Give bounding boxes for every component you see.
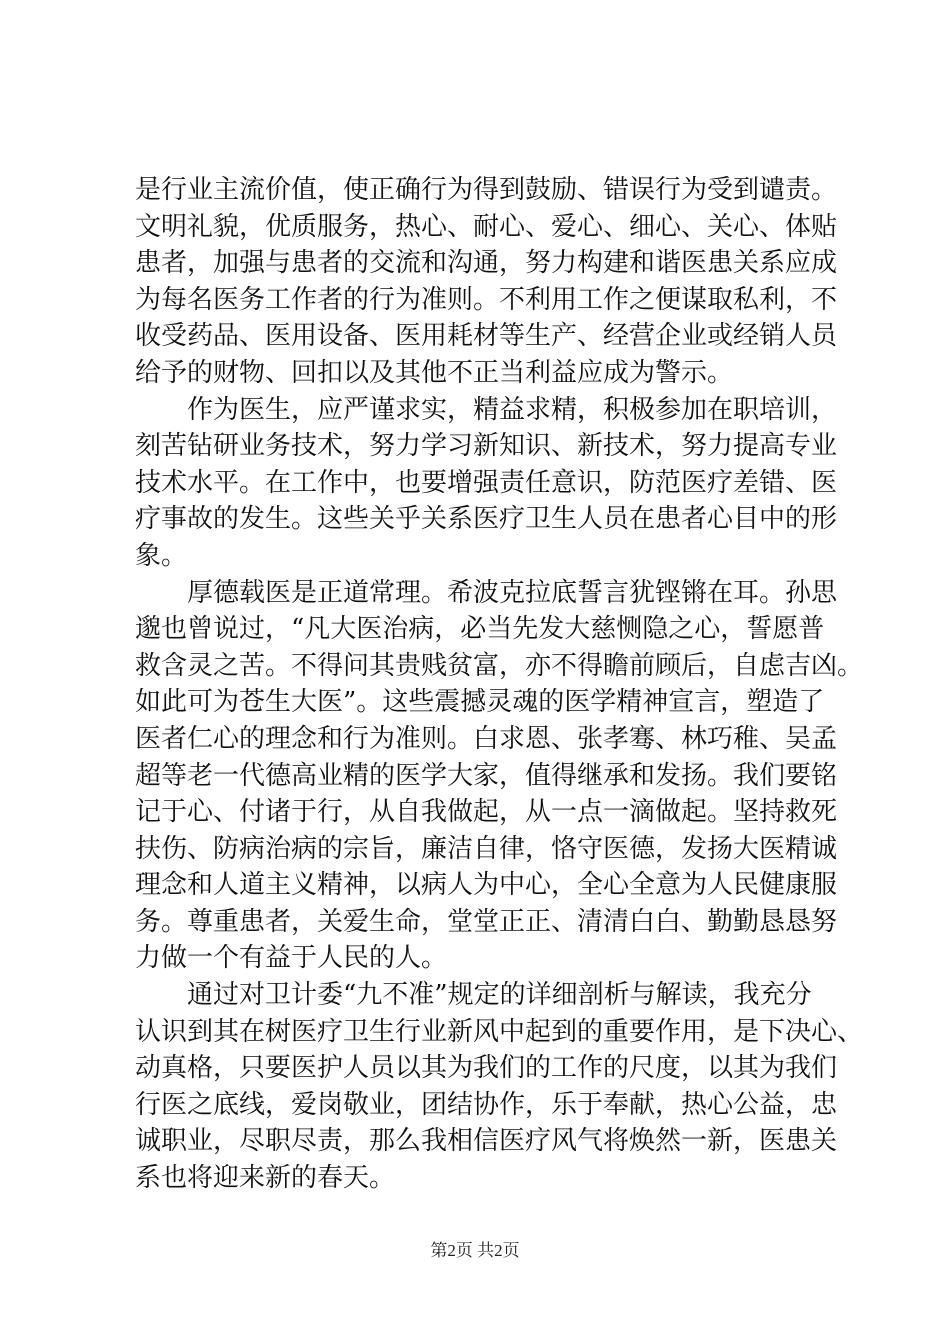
text-line: 系也将迎来新的春天。 — [135, 1163, 396, 1194]
text-line: 力做一个有益于人民的人。 — [135, 943, 448, 974]
text-line: 邈也曾说过，“凡大医治病，必当先发大慈恻隐之心，誓愿普 — [135, 614, 825, 645]
text-line: 理念和人道主义精神，以病人为中心，全心全意为人民健康服 — [135, 870, 838, 901]
text-line: 扶伤、防病治病的宗旨，廉洁自律，恪守医德，发扬大医精诚 — [135, 833, 838, 864]
text-line: 诚职业，尽职尽责，那么我相信医疗风气将焕然一新，医患关 — [135, 1126, 838, 1157]
text-line: 务。尊重患者，关爱生命，堂堂正正、清清白白、勤勤恳恳努 — [135, 906, 838, 937]
text-line: 医者仁心的理念和行为准则。白求恩、张孝骞、林巧稚、吴孟 — [135, 723, 838, 754]
text-line: 如此可为苍生大医”。这些震撼灵魂的医学精神宣言，塑造了 — [135, 687, 825, 718]
document-body — [135, 172, 864, 1197]
text-line: 通过对卫计委“九不准”规定的详细剖析与解读，我充分 — [187, 980, 812, 1011]
text-line: 行医之底线，爱岗敬业，团结协作，乐于奉献，热心公益，忠 — [135, 1089, 838, 1120]
text-line: 疗事故的发生。这些关乎关系医疗卫生人员在患者心目中的形 — [135, 504, 838, 535]
text-line: 给予的财物、回扣以及其他不正当利益应成为警示。 — [135, 357, 734, 388]
text-line: 收受药品、医用设备、医用耗材等生产、经营企业或经销人员 — [135, 321, 838, 352]
text-line: 患者，加强与患者的交流和沟通，努力构建和谐医患关系应成 — [135, 248, 838, 279]
text-line: 为每名医务工作者的行为准则。不利用工作之便谋取私利，不 — [135, 284, 838, 315]
text-line: 象。 — [135, 540, 188, 571]
text-line: 动真格，只要医护人员以其为我们的工作的尺度，以其为我们 — [135, 1053, 838, 1084]
text-line: 作为医生，应严谨求实，精益求精，积极参加在职培训， — [187, 394, 838, 425]
text-line: 刻苦钻研业务技术，努力学习新知识、新技术，努力提高专业 — [135, 431, 838, 462]
text-line: 是行业主流价值，使正确行为得到鼓励、错误行为受到谴责。 — [135, 175, 838, 205]
text-line: 厚德载医是正道常理。希波克拉底誓言犹铿锵在耳。孙思 — [187, 577, 838, 608]
text-line: 技术水平。在工作中，也要增强责任意识，防范医疗差错、医 — [135, 467, 838, 498]
paragraph-2 — [135, 392, 838, 575]
text-line: 认识到其在树医疗卫生行业新风中起到的重要作用，是下决心、 — [135, 1016, 864, 1047]
paragraph-3 — [135, 575, 864, 978]
page-footer: 第2页 共2页 — [430, 1241, 520, 1260]
text-line: 超等老一代德高业精的医学大家，值得继承和发扬。我们要铭 — [135, 760, 838, 791]
text-line: 救含灵之苦。不得问其贵贱贫富，亦不得瞻前顾后，自虑吉凶。 — [135, 650, 864, 681]
text-line: 记于心、付诸于行，从自我做起，从一点一滴做起。坚持救死 — [135, 797, 838, 828]
paragraph-4 — [135, 977, 864, 1197]
text-line: 文明礼貌，优质服务，热心、耐心、爱心、细心、关心、体贴 — [135, 211, 838, 242]
paragraph-1 — [135, 172, 838, 392]
